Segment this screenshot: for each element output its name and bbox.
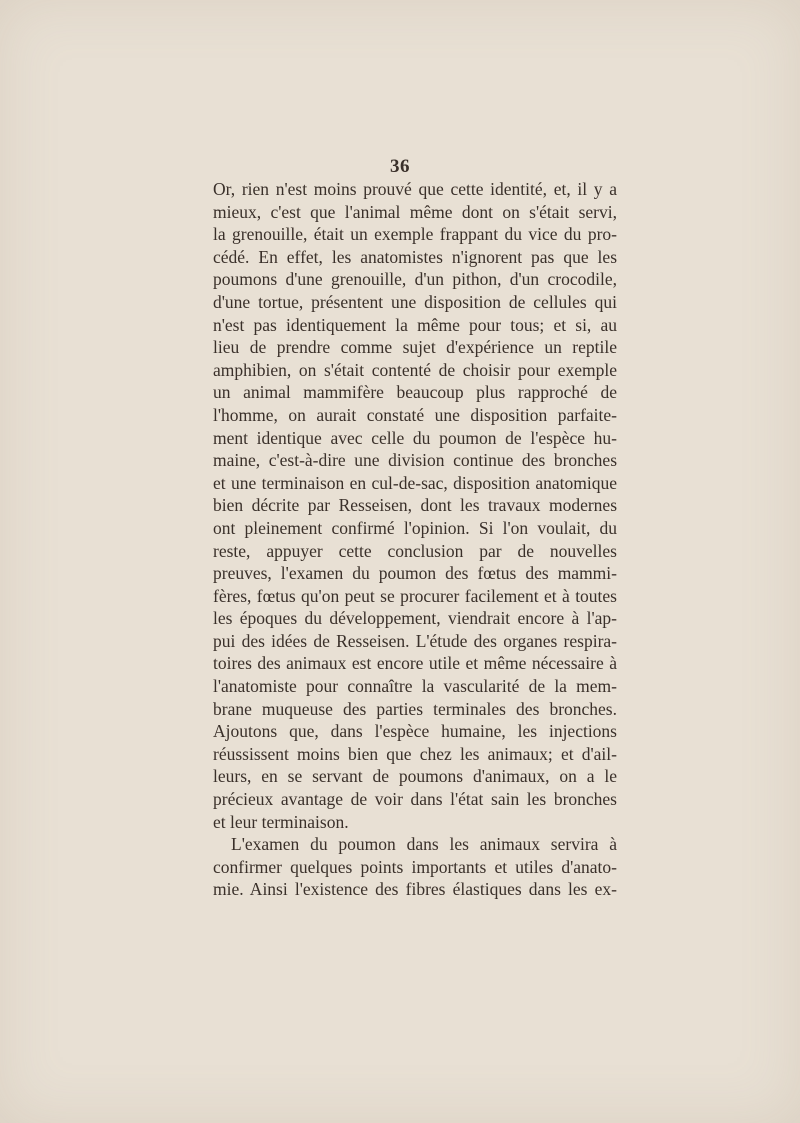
text-line: réussissent moins bien que chez les animaux; et d'ail- [213,743,617,764]
text-line: Ajoutons que, dans l'espèce humaine, les injections [213,721,617,742]
text-line: ment identique avec celle du poumon de l'espèce hu- [213,427,617,448]
text-line: et leur terminaison. [213,811,349,832]
text-line: d'une tortue, présentent une disposition de cellules qui [213,291,617,312]
text-line: n'est pas identiquement la même pour tous; et si, au [213,314,617,335]
text-line: maine, c'est-à-dire une division continue des bronches [213,450,617,471]
text-line: L'examen du poumon dans les animaux servira à [231,834,617,855]
text-line: confirmer quelques points importants et utiles d'anato- [213,856,617,877]
text-line: leurs, en se servant de poumons d'animaux, on a le [213,766,617,787]
text-line: et une terminaison en cul-de-sac, disposition anatomique [213,472,617,493]
text-line: lieu de prendre comme sujet d'expérience un reptile [213,337,617,358]
text-line: un animal mammifère beaucoup plus rapproché de [213,382,617,403]
text-line: l'anatomiste pour connaître la vascularité de la mem- [213,676,617,697]
text-line: preuves, l'examen du poumon des fœtus des mammi- [213,563,617,584]
text-line: Or, rien n'est moins prouvé que cette identité, et, il y a [213,179,617,199]
text-line: précieux avantage de voir dans l'état sain les bronches [213,789,617,810]
text-line: poumons d'une grenouille, d'un pithon, d'un crocodile, [213,269,617,290]
text-line: brane muqueuse des parties terminales des bronches. [213,698,617,719]
body-text [213,178,617,901]
text-line: pui des idées de Resseisen. L'étude des organes respira- [213,630,617,651]
text-line: mie. Ainsi l'existence des fibres élastiques dans les ex- [213,879,617,900]
text-line: reste, appuyer cette conclusion par de nouvelles [213,540,617,561]
text-line: la grenouille, était un exemple frappant du vice du pro- [213,224,617,245]
text-line: cédé. En effet, les anatomistes n'ignorent pas que les [213,246,617,267]
text-line: fères, fœtus qu'on peut se procurer facilement et à toutes [213,585,617,606]
text-line: les époques du développement, viendrait encore à l'ap- [213,608,617,629]
text-line: amphibien, on s'était contenté de choisir pour exemple [213,359,617,380]
text-line: ont pleinement confirmé l'opinion. Si l'on voulait, du [213,517,617,538]
page-number: 36 [390,156,410,177]
text-line: bien décrite par Resseisen, dont les travaux modernes [213,495,617,516]
text-line: l'homme, on aurait constaté une disposition parfaite- [213,404,617,425]
text-line: toires des animaux est encore utile et même nécessaire à [213,653,617,674]
text-line: mieux, c'est que l'animal même dont on s'était servi, [213,201,617,222]
